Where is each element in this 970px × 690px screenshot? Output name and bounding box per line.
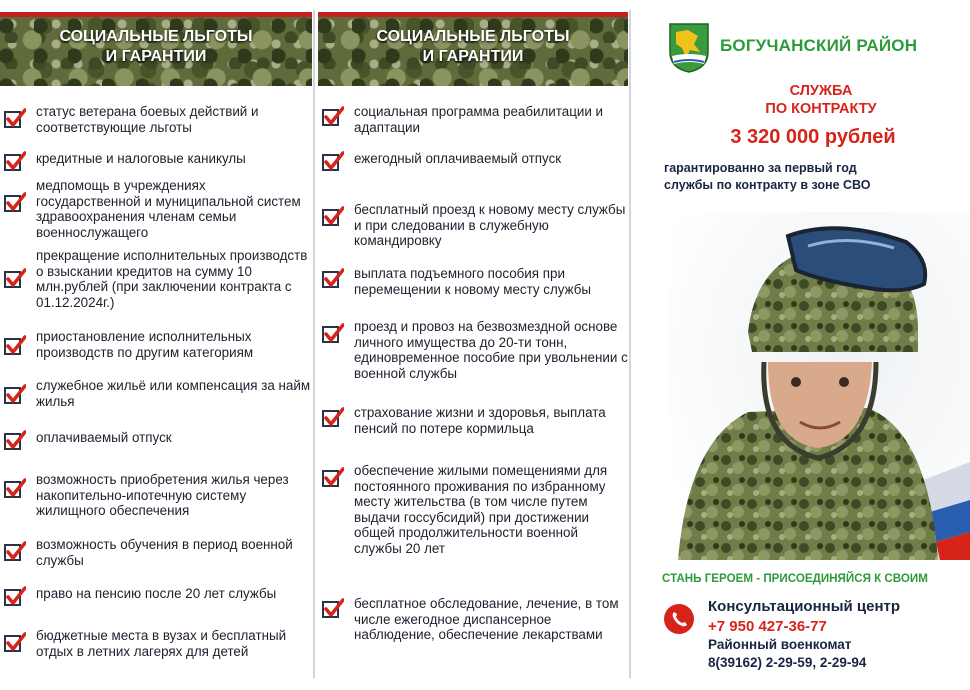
middle-column-header xyxy=(318,12,628,86)
checkbox-checked-icon xyxy=(4,384,26,406)
middle-benefits-column xyxy=(318,12,628,643)
checkbox-checked-icon xyxy=(322,598,344,620)
voenkomat-title: Районный военкомат xyxy=(708,637,852,652)
left-header-line2: И ГАРАНТИИ xyxy=(105,48,207,65)
benefit-text: социальная программа реабилитации и адаптации xyxy=(354,104,604,135)
benefit-text: возможность обучения в период военной службы xyxy=(36,537,293,568)
checkbox-checked-icon xyxy=(322,151,344,173)
left-column-header xyxy=(0,12,312,86)
benefit-text: служебное жильё или компенсация за найм жилья xyxy=(36,378,311,409)
checkbox-checked-icon xyxy=(4,478,26,500)
benefit-text: выплата подъемного пособия при перемещении к новому месту службы xyxy=(354,266,592,297)
benefit-text: приостановление исполнительных производств по другим категориям xyxy=(36,329,254,360)
consult-phone[interactable]: +7 950 427-36-77 xyxy=(708,618,827,635)
slogan: СТАНЬ ГЕРОЕМ - ПРИСОЕДИНЯЙСЯ К СВОИМ xyxy=(662,572,928,585)
checkbox-checked-icon xyxy=(4,108,26,130)
left-header-line1: СОЦИАЛЬНЫЕ ЛЬГОТЫ xyxy=(59,28,253,45)
recruitment-panel xyxy=(636,0,970,690)
checkbox-checked-icon xyxy=(4,632,26,654)
checkbox-checked-icon xyxy=(322,106,344,128)
checkbox-checked-icon xyxy=(322,268,344,290)
phone-icon xyxy=(664,604,694,634)
middle-header-line2: И ГАРАНТИИ xyxy=(422,48,524,65)
guarantee-text xyxy=(664,160,964,194)
benefit-text: проезд и провоз на безвозмездной основе личного имущества до 20-ти тонн, единовременное пособие при увольнении с военной службы xyxy=(354,319,628,381)
benefit-text: ежегодный оплачиваемый отпуск xyxy=(354,151,562,166)
soldier-photo xyxy=(668,212,970,560)
benefit-text: статус ветерана боевых действий и соответствующие льготы xyxy=(36,104,259,135)
benefit-text: медпомощь в учреждениях государственной и муниципальной систем здравоохранения членам семьи военнослужащего xyxy=(36,178,301,240)
consult-center-title: Консультационный центр xyxy=(708,598,901,615)
checkbox-checked-icon xyxy=(4,541,26,563)
district-name: БОГУЧАНСКИЙ РАЙОН xyxy=(720,36,918,55)
benefit-text: возможность приобретения жилья через накопительно-ипотечную систему жилищного обеспечения xyxy=(36,472,289,519)
benefit-text: страхование жизни и здоровья, выплата пенсий по потере кормильца xyxy=(354,405,606,436)
checkbox-checked-icon xyxy=(4,151,26,173)
checkbox-checked-icon xyxy=(322,206,344,228)
district-crest-icon xyxy=(668,22,710,74)
benefit-text: бюджетные места в вузах и бесплатный отдых в летних лагерях для детей xyxy=(36,628,287,659)
checkbox-checked-icon xyxy=(4,268,26,290)
benefit-text: прекращение исполнительных производств о взыскании кредитов на сумму 10 млн.рублей (при заключении контракта с 01.12.2024г.) xyxy=(36,248,308,310)
benefit-text: право на пенсию после 20 лет службы xyxy=(36,586,277,601)
left-benefits-column xyxy=(0,12,312,659)
middle-header-line1: СОЦИАЛЬНЫЕ ЛЬГОТЫ xyxy=(376,28,570,45)
checkbox-checked-icon xyxy=(322,323,344,345)
benefit-text: бесплатный проезд к новому месту службы и при следовании в служебную командировку xyxy=(354,202,626,249)
guarantee-line1: гарантированно за первый год xyxy=(664,161,857,175)
middle-header-title xyxy=(318,27,628,67)
checkbox-checked-icon xyxy=(4,586,26,608)
checkbox-checked-icon xyxy=(4,192,26,214)
payment-amount: 3 320 000 рублей xyxy=(730,126,896,148)
checkbox-checked-icon xyxy=(322,407,344,429)
left-header-title xyxy=(0,27,312,67)
benefit-text: оплачиваемый отпуск xyxy=(36,430,172,445)
benefit-text: бесплатное обследование, лечение, в том числе ежегодное диспансерное наблюдение, обеспечение лекарствами xyxy=(354,596,619,643)
voenkomat-phones[interactable]: 8(39162) 2-29-59, 2-29-94 xyxy=(708,655,867,670)
column-divider xyxy=(313,10,315,678)
service-line1: СЛУЖБА xyxy=(789,83,853,99)
checkbox-checked-icon xyxy=(4,335,26,357)
checkbox-checked-icon xyxy=(4,430,26,452)
checkbox-checked-icon xyxy=(322,467,344,489)
service-title xyxy=(736,82,906,118)
service-line2: ПО КОНТРАКТУ xyxy=(765,101,877,117)
column-divider xyxy=(629,10,631,678)
benefit-text: обеспечение жилыми помещениями для постоянного проживания по избранному месту жительства (в том числе путем выдачи госсубсидий) при достижении общей продолжительности военной службы 20 лет xyxy=(354,463,608,556)
guarantee-line2: службы по контракту в зоне СВО xyxy=(664,178,871,192)
benefit-text: кредитные и налоговые каникулы xyxy=(36,151,246,166)
